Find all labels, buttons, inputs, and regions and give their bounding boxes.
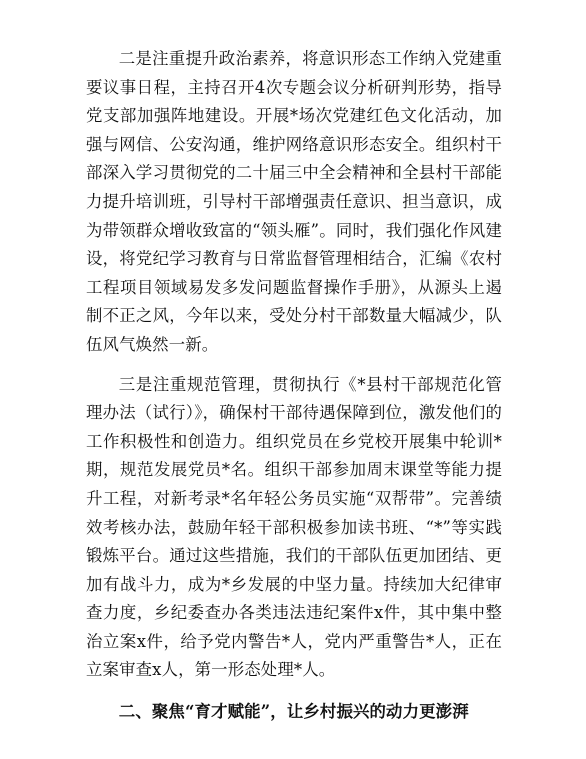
- paragraph-political-literacy: 二是注重提升政治素养，将意识形态工作纳入党建重要议事日程，主持召开4次专题会议分析研判形势，指导党支部加强阵地建设。开展*场次党建红色文化活动，加强与网信、公安沟通，维护网络意识形态安全。组织村干部深入学习贯彻党的二十届三中全会精神和全县村干部能力提升培训班，引导村干部增强责任意识、担当意识，成为带领群众增收致富的“领头雁”。同时，我们强化作风建设，将党纪学习教育与日常监督管理相结合，汇编《农村工程项目领域易发多发问题监督操作手册》，从源头上遏制不正之风，今年以来，受处分村干部数量大幅减少，队伍风气焕然一新。: [86, 49, 502, 354]
- paragraph-standardized-management: 三是注重规范管理，贯彻执行《*县村干部规范化管理办法（试行）》，确保村干部待遇保障到位，激发他们的工作积极性和创造力。组织党员在乡党校开展集中轮训*期，规范发展党员*名。组织干部参加周末课堂等能力提升工程，对新考录*名年轻公务员实施“双帮带”。完善绩效考核办法，鼓励年轻干部积极参加读书班、“*”等实践锻炼平台。通过这些措施，我们的干部队伍更加团结、更加有战斗力，成为*乡发展的中坚力量。持续加大纪律审查力度，乡纪委查办各类违法违纪案件x件，其中集中整治立案x件，给予党内警告*人，党内严重警告*人，正在立案审查x人，第一形态处理*人。: [86, 374, 502, 680]
- document-body: [86, 45, 502, 727]
- section-heading: 二、聚焦“育才赋能”，让乡村振兴的动力更澎湃: [118, 702, 469, 722]
